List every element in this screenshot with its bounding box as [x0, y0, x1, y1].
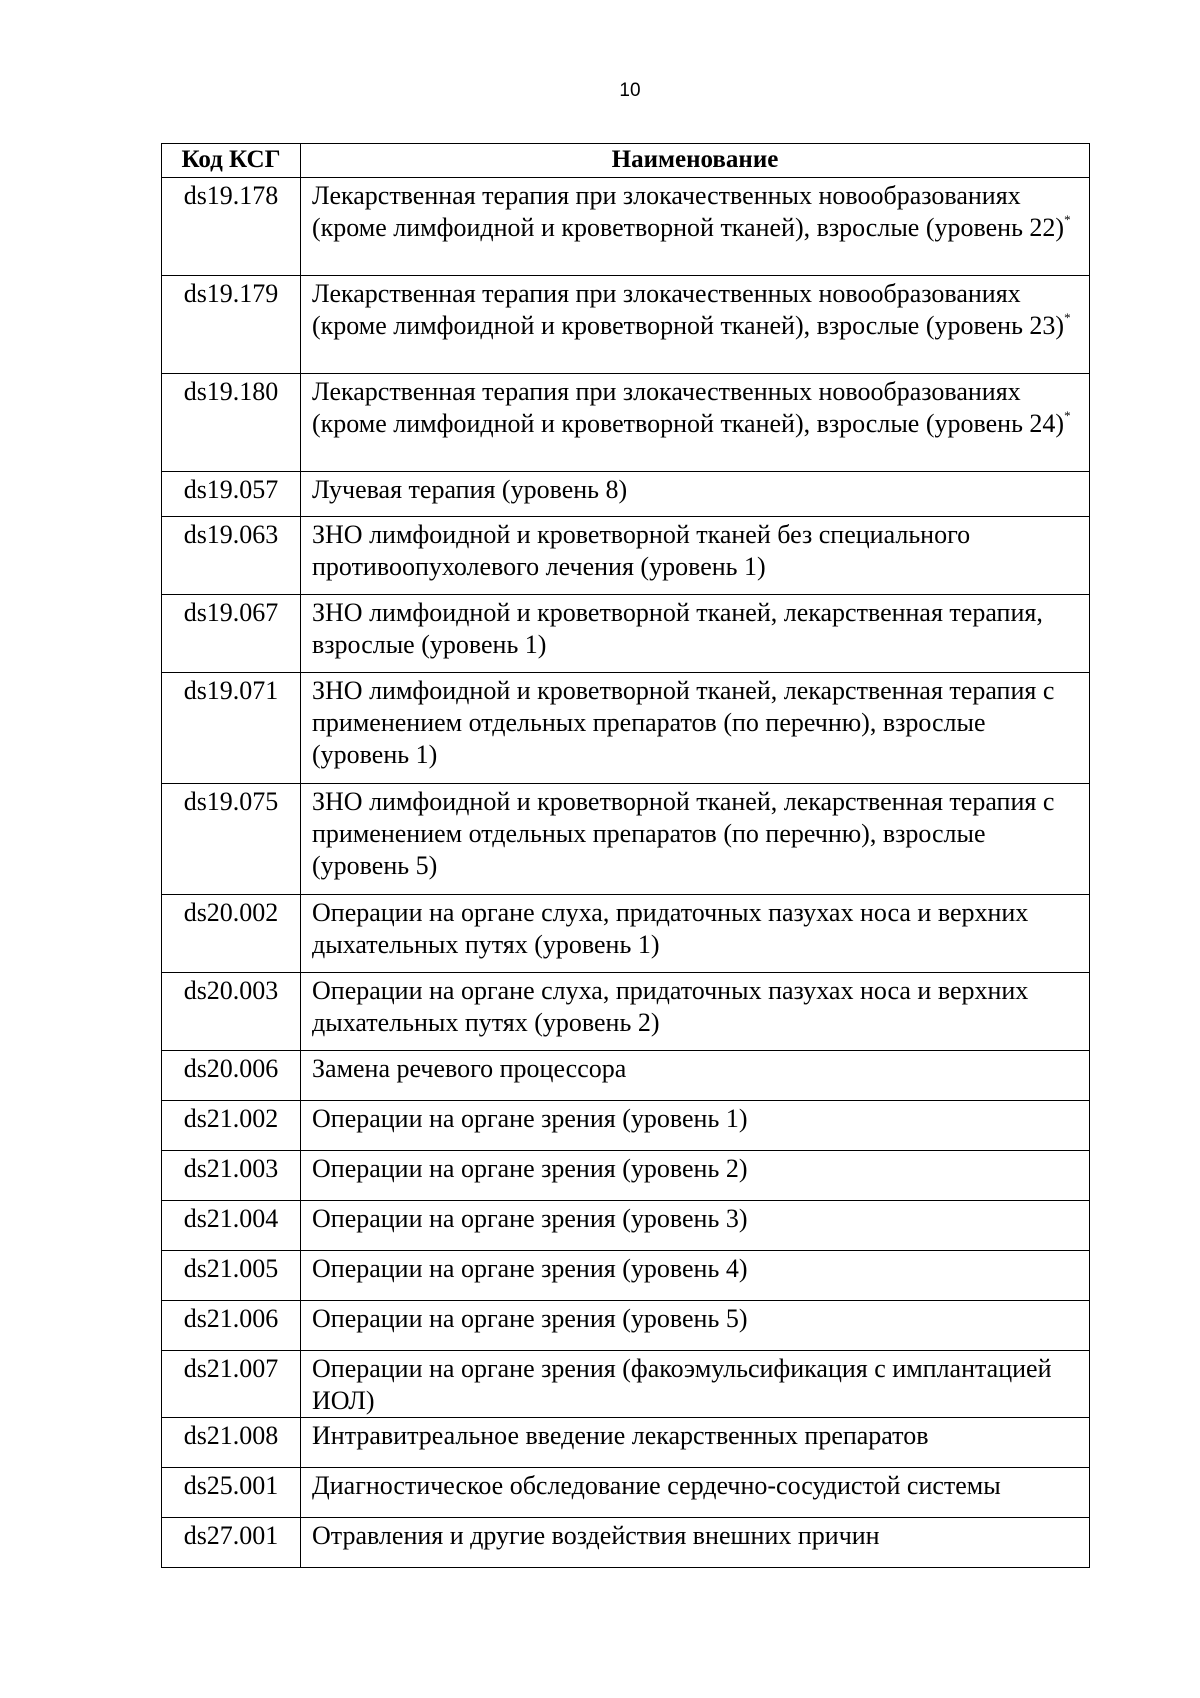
ksg-code: ds19.067	[162, 595, 301, 673]
ksg-name-cell	[301, 973, 1090, 1051]
ksg-code: ds19.178	[162, 178, 301, 276]
ksg-name-cell	[301, 895, 1090, 973]
footnote-mark: *	[1064, 212, 1071, 227]
ksg-code: ds20.006	[162, 1051, 301, 1101]
ksg-name: Операции на органе зрения (факоэмульсификация с имплантацией ИОЛ)	[312, 1354, 1052, 1415]
footnote-mark: *	[1064, 408, 1071, 423]
ksg-name: Отравления и другие воздействия внешних причин	[312, 1521, 880, 1550]
ksg-name-cell	[301, 1201, 1090, 1251]
ksg-code: ds21.007	[162, 1351, 301, 1418]
table-row	[162, 1251, 1090, 1301]
header-name: Наименование	[301, 144, 1090, 178]
ksg-table	[161, 143, 1090, 1568]
ksg-name: Операции на органе зрения (уровень 2)	[312, 1154, 748, 1183]
ksg-code: ds21.008	[162, 1418, 301, 1468]
ksg-name-cell	[301, 1418, 1090, 1468]
ksg-name-cell	[301, 1351, 1090, 1418]
ksg-code: ds19.071	[162, 673, 301, 784]
table-row	[162, 784, 1090, 895]
ksg-name: Операции на органе зрения (уровень 1)	[312, 1104, 748, 1133]
ksg-code: ds21.004	[162, 1201, 301, 1251]
ksg-code: ds19.063	[162, 517, 301, 595]
ksg-code: ds20.002	[162, 895, 301, 973]
ksg-name: ЗНО лимфоидной и кроветворной тканей, лекарственная терапия, взрослые (уровень 1)	[312, 598, 1043, 659]
ksg-code: ds19.180	[162, 374, 301, 472]
ksg-name-cell	[301, 517, 1090, 595]
table-row	[162, 517, 1090, 595]
ksg-name-cell	[301, 1101, 1090, 1151]
ksg-name-cell	[301, 784, 1090, 895]
ksg-code: ds21.006	[162, 1301, 301, 1351]
ksg-name: Диагностическое обследование сердечно-сосудистой системы	[312, 1471, 1001, 1500]
ksg-name: Операции на органе зрения (уровень 5)	[312, 1304, 748, 1333]
ksg-code: ds19.075	[162, 784, 301, 895]
table-row	[162, 1351, 1090, 1418]
header-code: Код КСГ	[162, 144, 301, 178]
ksg-name: Операции на органе зрения (уровень 4)	[312, 1254, 748, 1283]
table-row	[162, 1518, 1090, 1568]
ksg-name: Интравитреальное введение лекарственных препаратов	[312, 1421, 929, 1450]
ksg-name-cell	[301, 276, 1090, 374]
table-row	[162, 276, 1090, 374]
table-row	[162, 673, 1090, 784]
table-row	[162, 1151, 1090, 1201]
table-row	[162, 472, 1090, 517]
table-row	[162, 1468, 1090, 1518]
ksg-name: Лекарственная терапия при злокачественных новообразованиях (кроме лимфоидной и кроветворной тканей), взрослые (уровень 24)	[312, 377, 1065, 438]
ksg-name: ЗНО лимфоидной и кроветворной тканей без специального противоопухолевого лечения (уровень 1)	[312, 520, 971, 581]
ksg-code: ds25.001	[162, 1468, 301, 1518]
ksg-name-cell	[301, 1151, 1090, 1201]
ksg-code: ds20.003	[162, 973, 301, 1051]
ksg-name-cell	[301, 374, 1090, 472]
ksg-name-cell	[301, 595, 1090, 673]
table-row	[162, 374, 1090, 472]
table-row	[162, 1051, 1090, 1101]
ksg-name: Лекарственная терапия при злокачественных новообразованиях (кроме лимфоидной и кроветворной тканей), взрослые (уровень 22)	[312, 181, 1065, 242]
table-row	[162, 1301, 1090, 1351]
ksg-name: ЗНО лимфоидной и кроветворной тканей, лекарственная терапия с применением отдельных препаратов (по перечню), взрослые (уровень 5)	[312, 787, 1055, 880]
ksg-name-cell	[301, 1301, 1090, 1351]
table-row	[162, 1101, 1090, 1151]
ksg-code: ds21.005	[162, 1251, 301, 1301]
ksg-name-cell	[301, 1051, 1090, 1101]
ksg-name-cell	[301, 1251, 1090, 1301]
ksg-name: Операции на органе зрения (уровень 3)	[312, 1204, 748, 1233]
ksg-name-cell	[301, 1468, 1090, 1518]
ksg-code: ds21.003	[162, 1151, 301, 1201]
ksg-name: Замена речевого процессора	[312, 1054, 627, 1083]
page-number: 10	[619, 80, 641, 101]
footnote-mark: *	[1064, 310, 1071, 325]
ksg-name: Лекарственная терапия при злокачественных новообразованиях (кроме лимфоидной и кроветворной тканей), взрослые (уровень 23)	[312, 279, 1065, 340]
ksg-code: ds19.057	[162, 472, 301, 517]
ksg-name: Лучевая терапия (уровень 8)	[312, 475, 628, 504]
ksg-name-cell	[301, 673, 1090, 784]
ksg-name-cell	[301, 178, 1090, 276]
ksg-name: ЗНО лимфоидной и кроветворной тканей, лекарственная терапия с применением отдельных препаратов (по перечню), взрослые (уровень 1)	[312, 676, 1055, 769]
table-row	[162, 1418, 1090, 1468]
table-row	[162, 973, 1090, 1051]
table-row	[162, 178, 1090, 276]
ksg-name-cell	[301, 1518, 1090, 1568]
ksg-name: Операции на органе слуха, придаточных пазухах носа и верхних дыхательных путях (уровень 1)	[312, 898, 1029, 959]
ksg-name-cell	[301, 472, 1090, 517]
ksg-code: ds19.179	[162, 276, 301, 374]
ksg-code: ds27.001	[162, 1518, 301, 1568]
table-row	[162, 1201, 1090, 1251]
table-header-row	[162, 144, 1090, 178]
table-row	[162, 895, 1090, 973]
table-row	[162, 595, 1090, 673]
ksg-name: Операции на органе слуха, придаточных пазухах носа и верхних дыхательных путях (уровень 2)	[312, 976, 1029, 1037]
table-body	[162, 178, 1090, 1568]
ksg-code: ds21.002	[162, 1101, 301, 1151]
